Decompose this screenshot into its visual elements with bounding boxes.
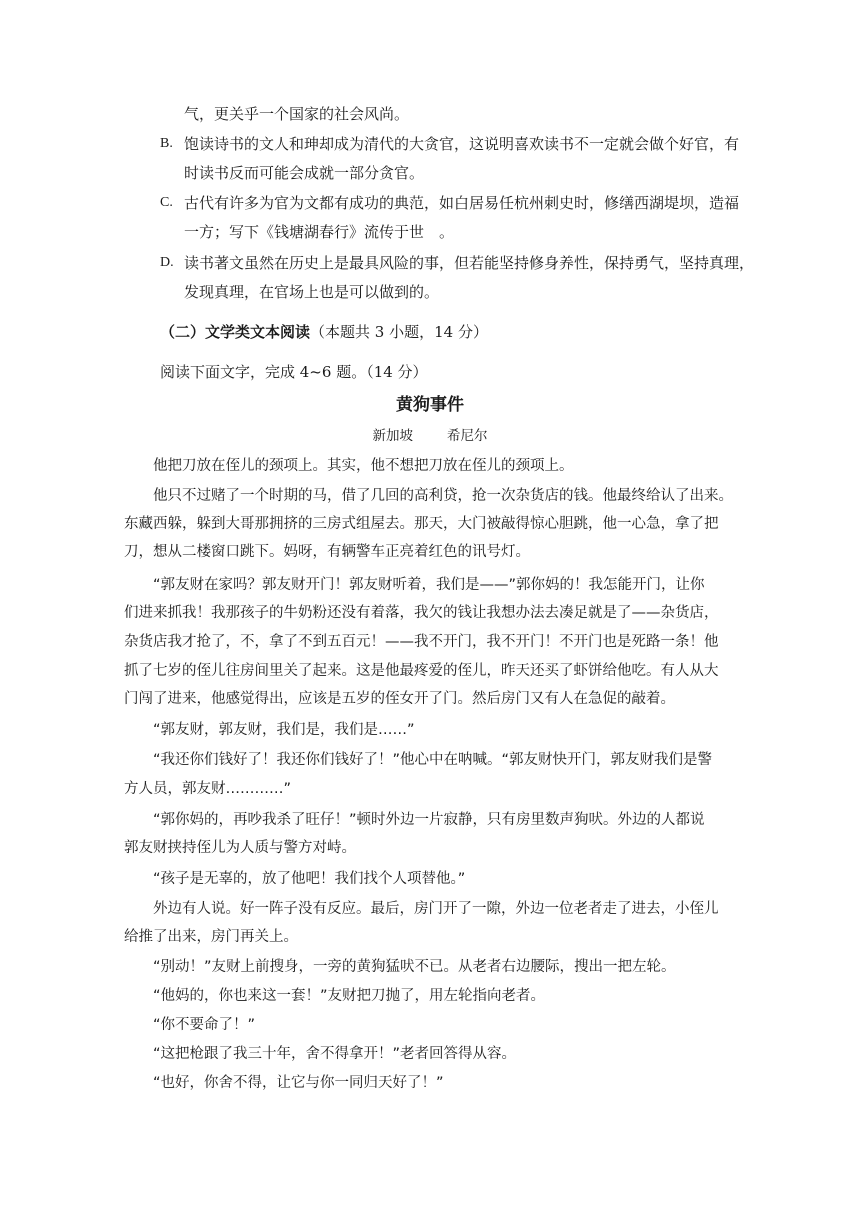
- story-author: 希尼尔: [447, 428, 488, 444]
- option-c-label: C.: [160, 195, 173, 210]
- story-line: 他把刀放在侄儿的颈项上。其实，他不想把刀放在侄儿的颈项上。: [153, 458, 574, 474]
- story-line: 给推了出来，房门再关上。: [124, 929, 298, 945]
- story-line: 他只不过赌了一个时期的马，借了几回的高利贷，抢一次杂货店的钱。他最终给认了出来。: [153, 488, 733, 504]
- story-line: 抓了七岁的侄儿往房间里关了起来。这是他最疼爱的侄儿，昨天还买了虾饼给他吃。有人从大: [124, 663, 719, 679]
- story-line: “我还你们钱好了！我还你们钱好了！”他心中在呐喊。“郭友财快开门，郭友财我们是警: [153, 752, 713, 768]
- story-line: 外边有人说。好一阵子没有反应。最后，房门开了一隙，外边一位老者走了进去，小侄儿: [153, 901, 719, 917]
- option-b-text-line1: 饱读诗书的文人和珅却成为清代的大贪官，这说明喜欢读书不一定就会做个好官，有: [184, 135, 740, 153]
- option-d-text-line2: 发现真理，在官场上也是可以做到的。: [184, 283, 440, 301]
- story-line: 杂货店我才抢了，不，拿了不到五百元！——我不开门，我不开门！不开门也是死路一条！他: [124, 634, 719, 650]
- story-line: “郭你妈的，再吵我杀了旺仔！”顿时外边一片寂静，只有房里数声狗吠。外边的人都说: [153, 812, 705, 828]
- story-line: 方人员，郭友财…………”: [124, 781, 292, 797]
- story-title: 黄狗事件: [396, 395, 464, 415]
- story-byline: [0, 426, 860, 446]
- section-heading: [160, 322, 488, 342]
- story-line: “他妈的，你也来这一套！”友财把刀抛了，用左轮指向老者。: [153, 988, 546, 1004]
- story-line: “别动！”友财上前搜身，一旁的黄狗猛吠不已。从老者右边腰际，搜出一把左轮。: [153, 959, 676, 975]
- option-a-continuation: 气，更关乎一个国家的社会风尚。: [184, 105, 410, 123]
- section-heading-rest: （本题共 3 小题，14 分）: [310, 323, 488, 341]
- story-line: “这把枪跟了我三十年，舍不得拿开！”老者回答得从容。: [153, 1046, 517, 1062]
- option-b-label: B.: [160, 136, 173, 151]
- option-d-text-line1: 读书著文虽然在历史上是最具风险的事，但若能坚持修身养性，保持勇气，坚持真理，: [184, 254, 755, 272]
- option-c-text-line2: 一方；写下《钱塘湖春行》流传于世 。: [184, 223, 455, 241]
- story-line: “也好，你舍不得，让它与你一同归天好了！”: [153, 1075, 444, 1091]
- story-line: “孩子是无辜的，放了他吧！我们找个人项替他。”: [153, 871, 466, 887]
- reading-instruction: 阅读下面文字，完成 4~6 题。（14 分）: [160, 363, 428, 381]
- story-line: 东藏西躲，躲到大哥那拥挤的三房式组屋去。那天，大门被敲得惊心胆跳，他一心急，拿了把: [124, 516, 719, 532]
- story-line: “郭友财在家吗？郭友财开门！郭友财听着，我们是——”郭你妈的！我怎能开门，让你: [153, 577, 705, 593]
- story-country: 新加坡: [372, 428, 413, 444]
- section-heading-bold: （二）文学类文本阅读: [160, 323, 311, 341]
- story-line: 门闯了进来，他感觉得出，应该是五岁的侄女开了门。然后房门又有人在急促的敲着。: [124, 691, 675, 707]
- story-line: 刀，想从二楼窗口跳下。妈呀，有辆警车正亮着红色的讯号灯。: [124, 544, 530, 560]
- story-line: 郭友财挟持侄儿为人质与警方对峙。: [124, 840, 356, 856]
- story-line: “你不要命了！”: [153, 1017, 256, 1033]
- story-line: 们进来抓我！我那孩子的牛奶粉还没有着落，我欠的钱让我想办法去凑足就是了——杂货店，: [124, 605, 719, 621]
- option-d-label: D.: [160, 255, 174, 270]
- option-b-text-line2: 时读书反而可能会成就一部分贪官。: [184, 164, 425, 182]
- option-c-text-line1: 古代有许多为官为文都有成功的典范，如白居易任杭州刺史时，修缮西湖堤坝，造福: [184, 194, 740, 212]
- story-line: “郭友财，郭友财，我们是，我们是……”: [153, 722, 415, 738]
